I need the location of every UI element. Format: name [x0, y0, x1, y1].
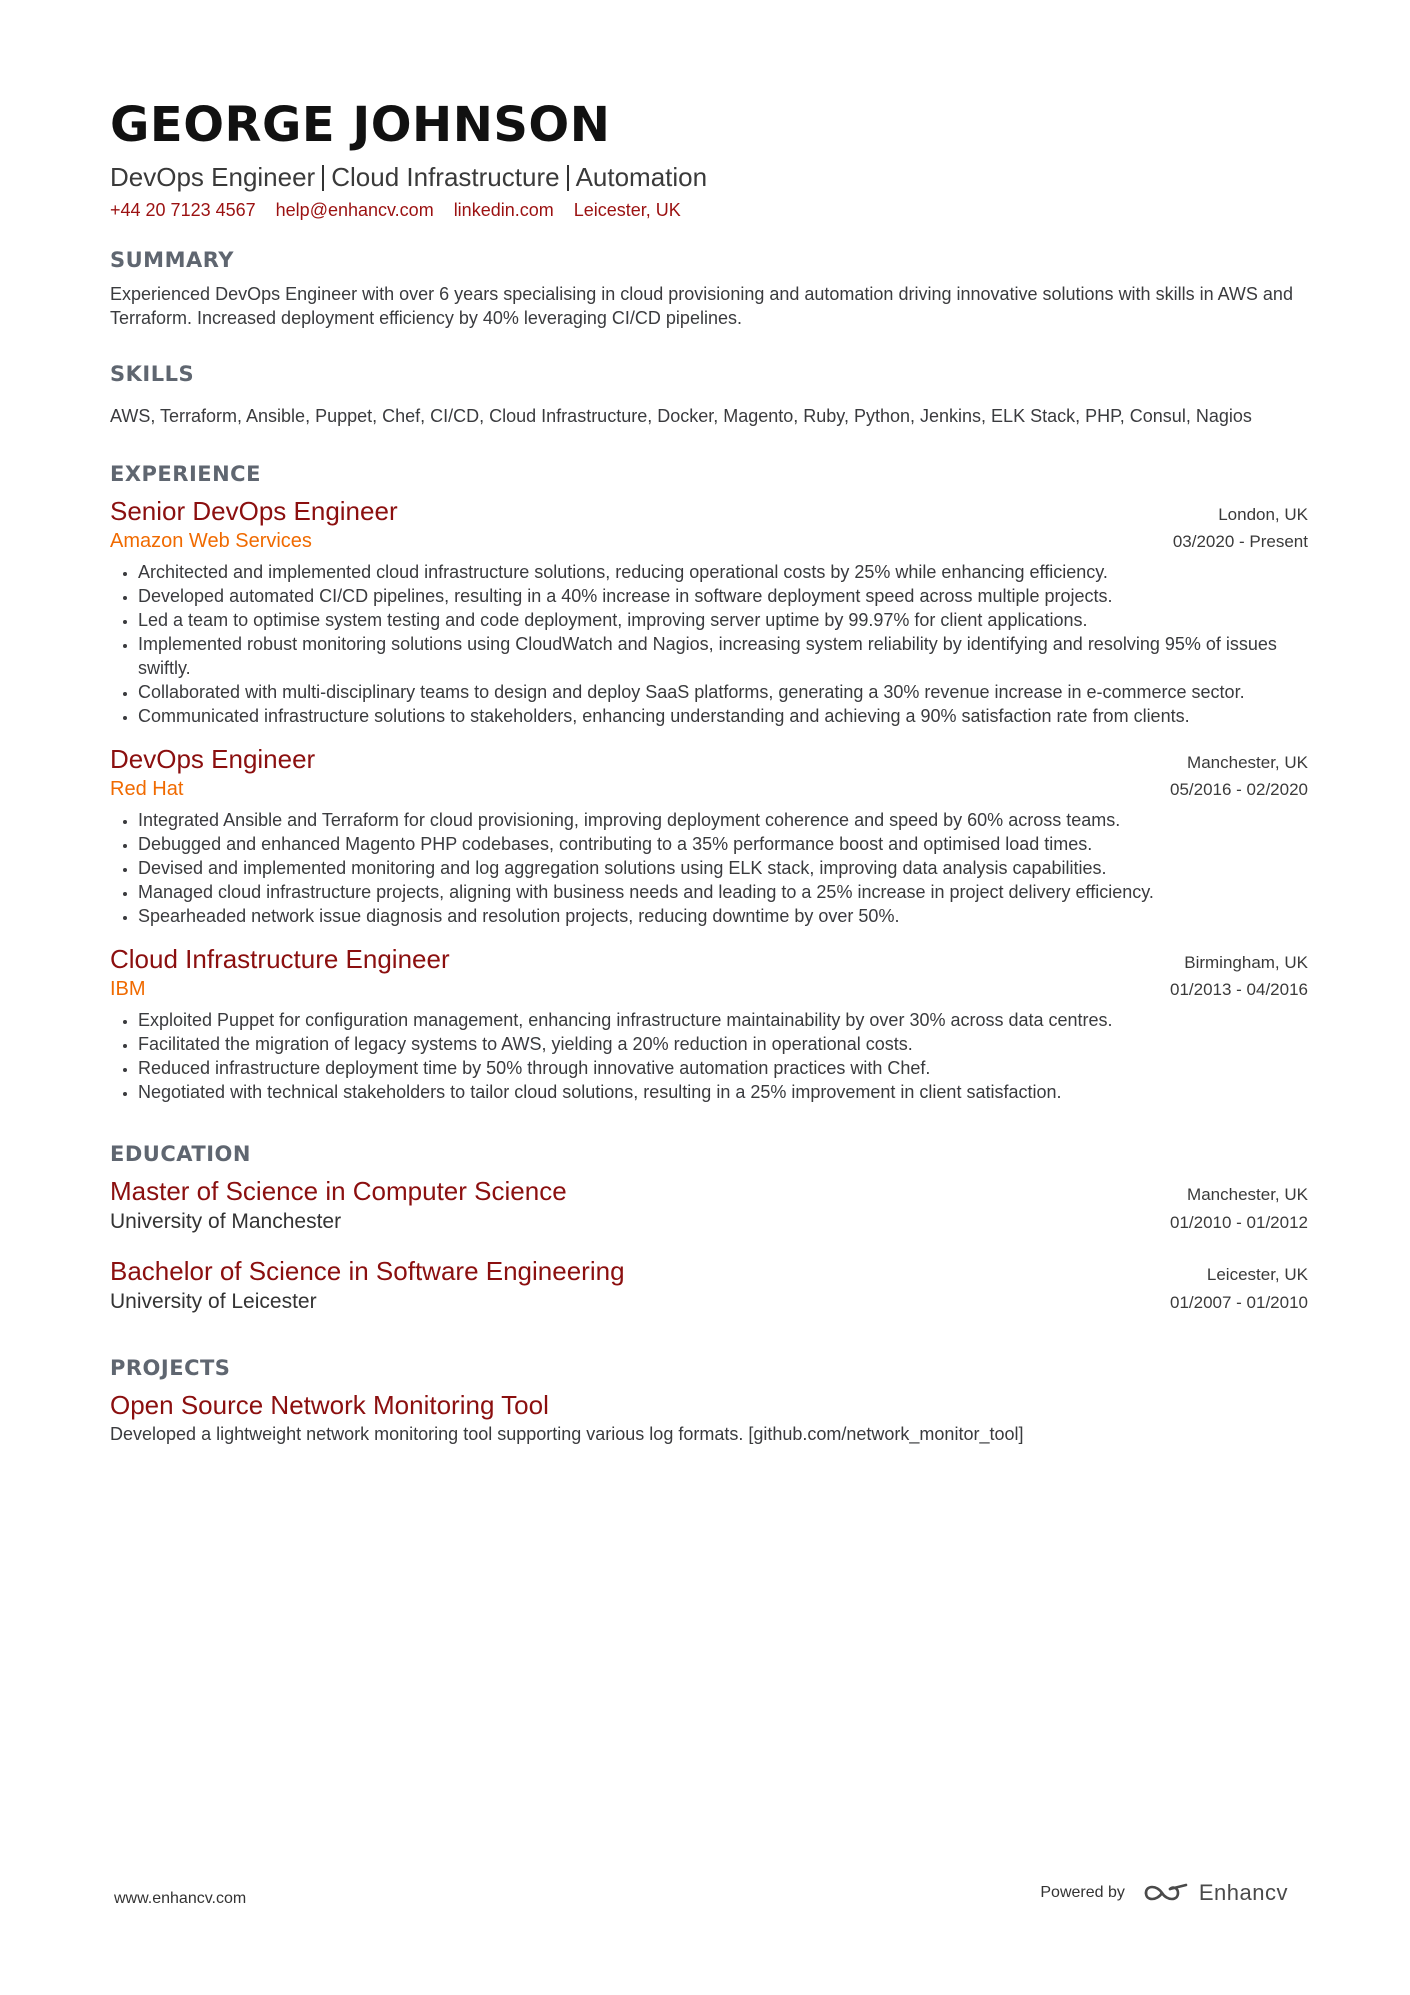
- school-name: University of Leicester: [110, 1290, 317, 1313]
- job-bullets: [110, 1008, 1308, 1104]
- job-dates: 03/2020 - Present: [1172, 532, 1308, 551]
- job-location: Manchester, UK: [1187, 753, 1308, 772]
- bullet-item: • Developed automated CI/CD pipelines, resulting in a 40% increase in software deployment speed across multiple projects.: [138, 584, 1308, 608]
- bullet-item: • Spearheaded network issue diagnosis and resolution projects, reducing downtime by over 50%.: [138, 904, 1308, 928]
- experience-entry: [110, 742, 1308, 928]
- headline-item: DevOps Engineer: [110, 162, 316, 192]
- enhancv-logo-icon: [1143, 1881, 1189, 1905]
- bullet-item: • Negotiated with technical stakeholders to tailor cloud solutions, resulting in a 25% improvement in client satisfaction.: [138, 1080, 1308, 1104]
- bullet-item: • Integrated Ansible and Terraform for cloud provisioning, improving deployment coherence and speed by 60% across teams.: [138, 808, 1308, 832]
- summary-text: Experienced DevOps Engineer with over 6 years specialising in cloud provisioning and automation driving innovative solutions with skills in AWS and Terraform. Increased deployment efficiency by 40% leveraging CI/CD pipelines.: [110, 284, 1293, 328]
- headline-separator: [322, 165, 324, 191]
- job-dates: 01/2013 - 04/2016: [1169, 980, 1308, 999]
- education-location: Manchester, UK: [1187, 1185, 1308, 1204]
- location-text: Leicester, UK: [573, 200, 681, 220]
- education-location: Leicester, UK: [1206, 1265, 1308, 1284]
- email-link[interactable]: help@enhancv.com: [275, 200, 434, 220]
- bullet-item: • Managed cloud infrastructure projects, aligning with business needs and leading to a 25% increase in project delivery efficiency.: [138, 880, 1308, 904]
- bullet-item: • Architected and implemented cloud infrastructure solutions, reducing operational costs by 25% while enhancing efficiency.: [138, 560, 1308, 584]
- section-title-summary: SUMMARY: [110, 248, 234, 272]
- bullet-item: • Debugged and enhanced Magento PHP codebases, contributing to a 35% performance boost and optimised load times.: [138, 832, 1308, 856]
- bullet-item: • Exploited Puppet for configuration management, enhancing infrastructure maintainability by over 30% across data centres.: [138, 1008, 1308, 1032]
- bullet-item: • Reduced infrastructure deployment time by 50% through innovative automation practices with Chef.: [138, 1056, 1308, 1080]
- bullet-item: • Facilitated the migration of legacy systems to AWS, yielding a 20% reduction in operational costs.: [138, 1032, 1308, 1056]
- company-name: IBM: [110, 978, 146, 1000]
- education-section: [110, 1142, 1308, 1316]
- enhancv-logo[interactable]: [1143, 1880, 1288, 1906]
- education-entry: [110, 1254, 1308, 1316]
- job-title: Senior DevOps Engineer: [110, 496, 398, 526]
- projects-section: [110, 1356, 1308, 1446]
- section-title-projects: PROJECTS: [110, 1356, 231, 1380]
- linkedin-link[interactable]: linkedin.com: [453, 200, 554, 220]
- phone-link[interactable]: +44 20 7123 4567: [110, 200, 256, 220]
- candidate-name: GEORGE JOHNSON: [110, 97, 611, 153]
- resume-page: [110, 92, 1308, 1446]
- skills-text: AWS, Terraform, Ansible, Puppet, Chef, CI/CD, Cloud Infrastructure, Docker, Magento, Ruby, Python, Jenkins, ELK Stack, PHP, Consul, Nagios: [110, 406, 1252, 426]
- section-title-education: EDUCATION: [110, 1142, 251, 1166]
- experience-entry: [110, 494, 1308, 728]
- contact-info: [110, 198, 1308, 222]
- degree-title: Master of Science in Computer Science: [110, 1176, 567, 1206]
- job-location: London, UK: [1218, 505, 1308, 524]
- job-title: Cloud Infrastructure Engineer: [110, 944, 450, 974]
- footer-website[interactable]: www.enhancv.com: [114, 1890, 247, 1907]
- company-name: Amazon Web Services: [110, 530, 312, 552]
- powered-by-text: Powered by: [1040, 1884, 1125, 1901]
- bullet-item: • Implemented robust monitoring solutions using CloudWatch and Nagios, increasing system reliability by identifying and resolving 95% of issues swiftly.: [138, 632, 1308, 680]
- job-title: DevOps Engineer: [110, 744, 316, 774]
- bullet-item: • Collaborated with multi-disciplinary teams to design and deploy SaaS platforms, generating a 30% revenue increase in e-commerce sector.: [138, 680, 1308, 704]
- job-dates: 05/2016 - 02/2020: [1169, 780, 1308, 799]
- headline: [110, 160, 1308, 194]
- project-entry: [110, 1388, 1308, 1446]
- project-title: Open Source Network Monitoring Tool: [110, 1390, 549, 1420]
- education-dates: 01/2010 - 01/2012: [1169, 1213, 1308, 1232]
- headline-separator: [567, 165, 569, 191]
- company-name: Red Hat: [110, 778, 184, 800]
- degree-title: Bachelor of Science in Software Engineering: [110, 1256, 625, 1286]
- experience-section: [110, 462, 1308, 1104]
- footer-branding: [1040, 1880, 1288, 1906]
- job-bullets: [110, 808, 1308, 928]
- school-name: University of Manchester: [110, 1210, 342, 1233]
- section-title-skills: SKILLS: [110, 362, 195, 386]
- bullet-item: • Led a team to optimise system testing and code deployment, improving server uptime by 99.97% for client applications.: [138, 608, 1308, 632]
- job-bullets: [110, 560, 1308, 728]
- skills-section: [110, 362, 1308, 428]
- section-title-experience: EXPERIENCE: [110, 462, 261, 486]
- headline-item: Automation: [575, 162, 708, 192]
- project-description: Developed a lightweight network monitoring tool supporting various log formats. [github.com/network_monitor_tool]: [110, 1424, 1024, 1444]
- bullet-item: • Devised and implemented monitoring and log aggregation solutions using ELK stack, improving data analysis capabilities.: [138, 856, 1308, 880]
- headline-item: Cloud Infrastructure: [331, 162, 560, 192]
- education-dates: 01/2007 - 01/2010: [1169, 1293, 1308, 1312]
- enhancv-brand-name: Enhancv: [1198, 1880, 1288, 1905]
- experience-entry: [110, 942, 1308, 1104]
- education-entry: [110, 1174, 1308, 1236]
- summary-section: [110, 248, 1308, 330]
- bullet-item: • Communicated infrastructure solutions to stakeholders, enhancing understanding and achieving a 90% satisfaction rate from clients.: [138, 704, 1308, 728]
- job-location: Birmingham, UK: [1184, 953, 1308, 972]
